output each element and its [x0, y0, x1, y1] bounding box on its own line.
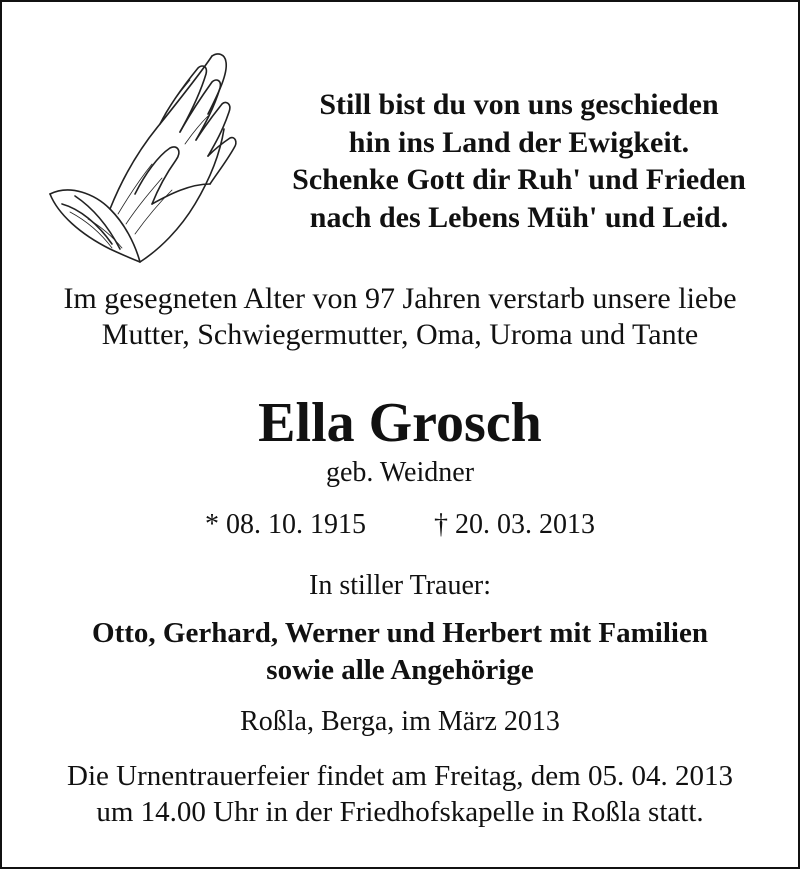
- poem-line: Still bist du von uns geschieden: [319, 88, 719, 121]
- poem-line: Schenke Gott dir Ruh' und Frieden: [292, 163, 746, 196]
- death-date: † 20. 03. 2013: [434, 509, 595, 540]
- poem-line: nach des Lebens Müh' und Leid.: [309, 200, 729, 234]
- poem-verse: [264, 86, 774, 236]
- family-names: [2, 615, 798, 689]
- intro-line: Mutter, Schwiegermutter, Oma, Uroma und Tante: [101, 318, 699, 351]
- praying-hands-icon: [40, 44, 245, 266]
- intro-line: Im gesegneten Alter von 97 Jahren verstarb unsere liebe: [63, 282, 737, 315]
- birth-date: * 08. 10. 1915: [205, 509, 366, 540]
- maiden-name: geb. Weidner: [325, 457, 475, 488]
- service-line: Die Urnentrauerfeier findet am Freitag, dem 05. 04. 2013: [67, 760, 733, 792]
- family-line: sowie alle Angehörige: [266, 654, 534, 686]
- service-info: [2, 758, 798, 830]
- service-line: um 14.00 Uhr in der Friedhofskapelle in Roßla statt.: [96, 796, 704, 828]
- place-date: Roßla, Berga, im März 2013: [240, 706, 560, 737]
- deceased-name: Ella Grosch: [258, 392, 542, 454]
- mourning-heading: In stiller Trauer:: [309, 570, 491, 601]
- intro-text: [2, 281, 798, 353]
- family-line: Otto, Gerhard, Werner und Herbert mit Familien: [92, 617, 708, 649]
- life-dates: [2, 508, 798, 542]
- poem-line: hin ins Land der Ewigkeit.: [348, 125, 690, 159]
